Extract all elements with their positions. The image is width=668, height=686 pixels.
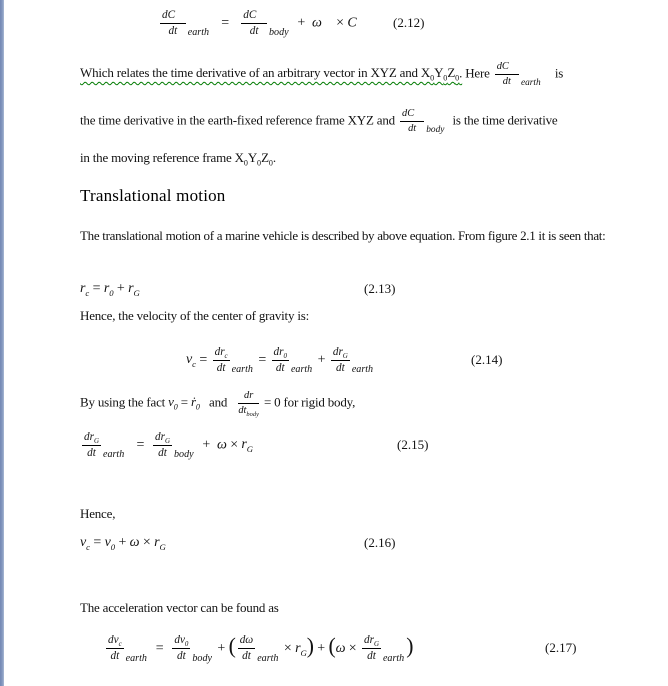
math-token: $v_c$ xyxy=(186,352,196,370)
math-token: ṙ$_0$ xyxy=(190,393,200,412)
math-token: ω xyxy=(335,640,346,656)
math-token: + xyxy=(314,352,329,368)
math-parenthesis: ) xyxy=(306,633,314,658)
math-fraction: $\frac{dC⃗}{dt}$ body xyxy=(402,107,445,136)
by-using-text xyxy=(80,390,355,417)
math-token: = xyxy=(89,535,105,550)
math-token: × xyxy=(280,640,296,656)
math-token: and xyxy=(199,393,237,409)
math-token: $v_c$ xyxy=(80,535,90,552)
math-token: = xyxy=(195,352,211,368)
math-fraction: $\frac{dr_0}{dt}$ earth xyxy=(273,345,313,376)
equation-number-2-14: (2.14) xyxy=(471,352,503,367)
equation-number-2-12: (2.12) xyxy=(393,15,425,30)
math-token: Which relates the time derivative of an arbitrary vector in XYZ and $X_0$ xyxy=(80,64,435,83)
math-token: × xyxy=(226,437,242,453)
equation-2-12 xyxy=(0,0,668,46)
math-token: By using the fact xyxy=(80,393,169,409)
math-token: $r_G$ xyxy=(295,640,307,658)
math-fraction: $\frac{dr_G}{dt}$ body xyxy=(155,430,194,461)
math-fraction: $\frac{dr_G}{dt}$ earth xyxy=(363,634,405,665)
math-token: = xyxy=(177,393,191,409)
math-token: = xyxy=(148,640,171,656)
math-token: = 0 for rigid body, xyxy=(260,393,356,409)
math-token: $r_c$ xyxy=(80,281,90,298)
math-fraction: $\frac{d\omega}{dt}$ earth xyxy=(239,634,279,665)
math-token: = xyxy=(211,15,240,31)
math-token: = xyxy=(254,352,270,368)
paragraph-1-line-1-text xyxy=(80,61,563,88)
math-fraction: $\frac{dv_0}{dt}$ body xyxy=(174,634,212,665)
equation-number-2-13: (2.13) xyxy=(364,281,396,296)
math-token: ω⃗ xyxy=(312,15,333,31)
math-token: $v_0$ xyxy=(168,393,178,412)
equation-2-17 xyxy=(0,626,668,670)
math-token: + xyxy=(195,437,218,453)
equation-2-16 xyxy=(0,530,668,556)
math-token: + xyxy=(213,640,229,656)
math-token: $r_G$ xyxy=(241,437,254,455)
equation-2-14-math xyxy=(186,346,375,375)
math-token: $r_0$ xyxy=(103,281,114,298)
paragraph-1-line-2 xyxy=(0,98,668,144)
math-token: $r_G$ xyxy=(128,281,140,298)
equation-2-17-math xyxy=(104,633,413,663)
math-fraction: $\frac{dC⃗}{dt}$ body xyxy=(243,8,289,39)
math-token: Here xyxy=(462,64,493,80)
math-token: + xyxy=(115,535,130,550)
math-parenthesis: ) xyxy=(406,633,414,658)
math-token: = xyxy=(89,281,104,296)
paragraph-1-line-2-text xyxy=(80,108,558,135)
equation-number-2-15: (2.15) xyxy=(397,437,429,452)
math-token: . xyxy=(272,150,276,165)
equation-number-2-16: (2.16) xyxy=(364,535,396,550)
math-token: + xyxy=(290,15,313,31)
math-token: ω xyxy=(217,437,227,453)
math-fraction: $\frac{dv_c}{dt}$ earth xyxy=(108,634,147,665)
math-token: is the time derivative xyxy=(446,111,558,127)
paragraph-2: The translational motion of a marine vehicle is described by above equation. From figure 2.1 it is seen that: xyxy=(80,228,606,243)
math-fraction: $\frac{dr_G}{dt}$ earth xyxy=(332,345,374,376)
math-token: ω xyxy=(129,535,140,550)
paragraph-1-line-1 xyxy=(0,50,668,98)
math-token: × xyxy=(139,535,155,550)
equation-2-16-math xyxy=(80,535,166,551)
math-token: $r_G$ xyxy=(154,535,166,552)
equation-2-15 xyxy=(0,426,668,464)
math-token: $Y_0$ xyxy=(247,150,262,168)
math-parenthesis: ( xyxy=(328,633,336,658)
math-token: × xyxy=(345,640,360,656)
math-fraction: $\frac{dC⃗}{dt}$ earth xyxy=(496,60,541,89)
section-heading: Translational motion xyxy=(80,186,226,205)
paragraph-1-line-3 xyxy=(0,146,668,170)
equation-2-15-math xyxy=(80,431,253,460)
math-token: × xyxy=(332,15,348,31)
equation-2-13-math xyxy=(80,281,140,297)
equation-2-14 xyxy=(0,340,668,380)
acceleration-intro-text: The acceleration vector can be found as xyxy=(80,600,279,615)
math-token: $v_0$ xyxy=(104,535,116,552)
equation-number-2-17: (2.17) xyxy=(545,640,577,655)
math-token: + xyxy=(113,281,129,296)
math-token: + xyxy=(313,640,329,656)
math-fraction: $\frac{dr_c}{dt}$ earth xyxy=(214,345,253,376)
equation-2-13 xyxy=(0,276,668,302)
math-token: in the moving reference frame $X_0$ xyxy=(80,150,248,168)
velocity-intro-text: Hence, the velocity of the center of gravity is: xyxy=(80,308,310,323)
math-token: C⃗ xyxy=(347,15,368,31)
math-token: = xyxy=(126,437,152,453)
math-token: . xyxy=(459,64,463,80)
equation-2-12-math xyxy=(158,9,367,38)
math-token: $Y_0$ xyxy=(434,64,448,83)
by-using-line xyxy=(0,386,668,420)
math-parenthesis: ( xyxy=(228,633,236,658)
math-token: $Z_0$ xyxy=(447,64,460,83)
math-token: the time derivative in the earth-fixed reference frame XYZ and xyxy=(80,111,399,127)
paragraph-1-line-3-text xyxy=(80,150,276,166)
math-token: $Z_0$ xyxy=(261,150,273,168)
math-token: is xyxy=(542,64,564,80)
math-fraction: $\frac{dC⃗}{dt}$ earth xyxy=(162,8,210,39)
math-fraction: $\frac{dr}{dt_{body}}$ xyxy=(238,389,259,418)
hence-text: Hence, xyxy=(80,506,116,521)
math-fraction: $\frac{dr_G}{dt}$ earth xyxy=(84,430,125,461)
